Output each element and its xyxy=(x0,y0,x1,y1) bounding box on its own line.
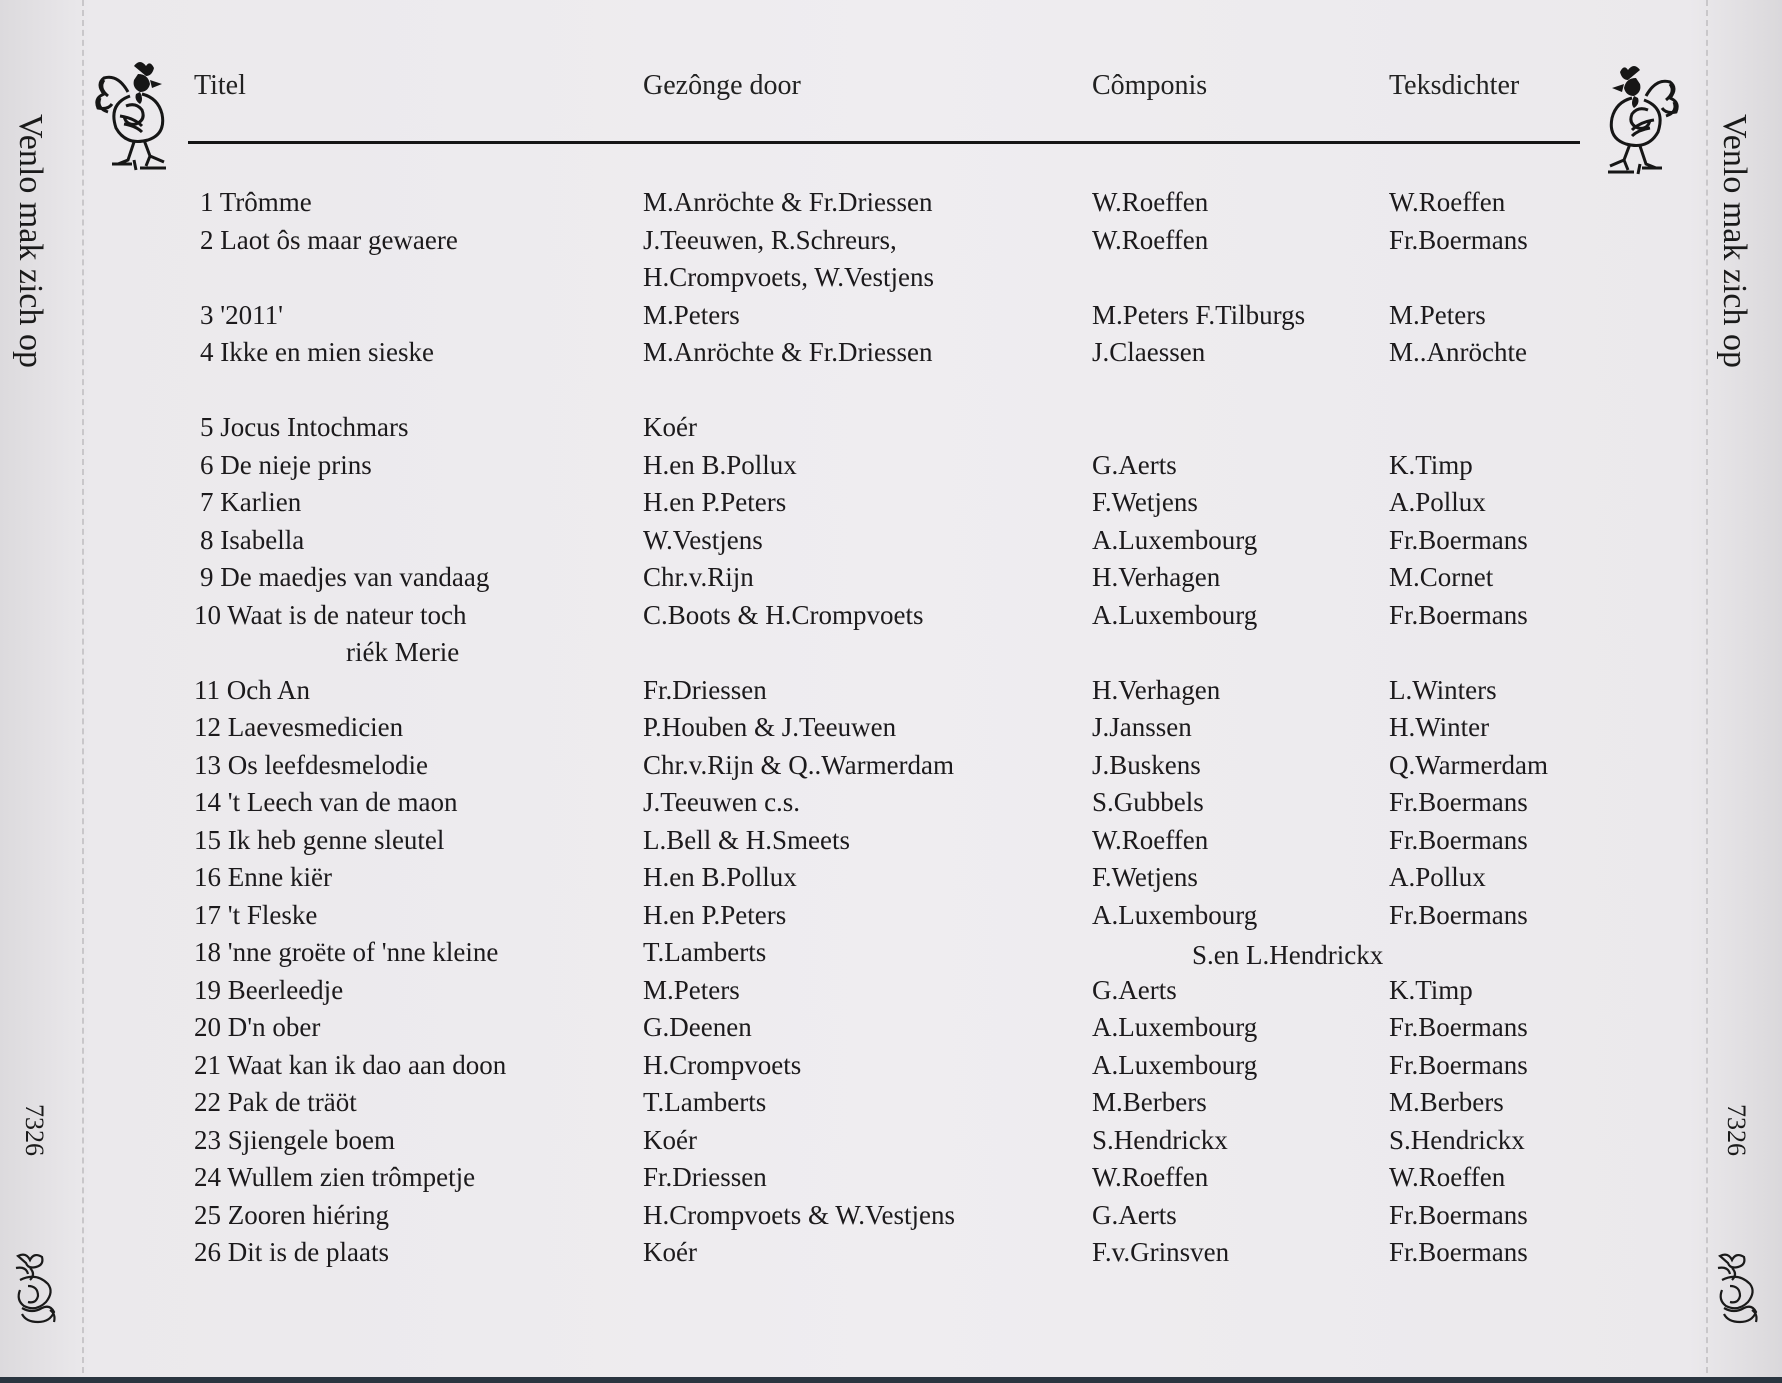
track-composer: S.Hendrickx xyxy=(1092,1124,1228,1155)
catalog-number: 7326 xyxy=(1722,1104,1751,1156)
track-title: 25 Zooren hiéring xyxy=(194,1199,389,1230)
track-composer: W.Roeffen xyxy=(1092,1162,1209,1192)
track-composer: W.Roeffen xyxy=(1092,824,1209,855)
track-lyricist: M.Cornet xyxy=(1389,562,1494,592)
track-singer: Chr.v.Rijn & Q..Warmerdam xyxy=(643,749,955,780)
header-lyricist: Teksdichter xyxy=(1389,70,1520,101)
track-lyricist: Fr.Boermans xyxy=(1389,1199,1528,1230)
track-lyricist: W.Roeffen xyxy=(1389,187,1506,217)
track-singer: H.Crompvoets & W.Vestjens xyxy=(643,1199,956,1230)
track-title: 4 Ikke en mien sieske xyxy=(200,337,434,367)
track-composer: G.Aerts xyxy=(1092,974,1177,1005)
track-lyricist: Fr.Boermans xyxy=(1389,824,1528,855)
track-singer: H.Crompvoets, W.Vestjens xyxy=(643,262,935,292)
track-composer: A.Luxembourg xyxy=(1092,1012,1258,1042)
track-composer: H.Verhagen xyxy=(1092,674,1221,705)
label-logo-icon xyxy=(1712,1250,1764,1326)
track-lyricist: Fr.Boermans xyxy=(1389,1012,1528,1042)
track-singer: M.Peters xyxy=(643,974,740,1005)
rooster-icon xyxy=(90,58,182,186)
track-composer xyxy=(1092,259,1382,297)
track-title: 2 Laot ôs maar gewaere xyxy=(200,224,458,255)
track-composer: A.Luxembourg xyxy=(1092,899,1258,930)
track-lyricist: K.Timp xyxy=(1389,974,1473,1005)
track-title: 13 Os leefdesmelodie xyxy=(194,749,428,780)
catalog-number: 7326 xyxy=(20,1104,49,1156)
track-title: 24 Wullem zien trômpetje xyxy=(194,1162,476,1192)
track-composer: F.Wetjens xyxy=(1092,862,1198,892)
track-title: 16 Enne kiër xyxy=(194,862,332,892)
track-singer: Fr.Driessen xyxy=(643,674,767,705)
track-composer: J.Buskens xyxy=(1092,749,1201,780)
rooster-icon xyxy=(1592,62,1684,190)
track-composer: S.Gubbels xyxy=(1092,787,1204,817)
track-singer: C.Boots & H.Crompvoets xyxy=(643,599,924,630)
track-composer: H.Verhagen xyxy=(1092,562,1221,592)
track-lyricist: W.Roeffen xyxy=(1389,1162,1506,1192)
label-logo-icon xyxy=(10,1250,62,1326)
spine-title: Venlo mak zich op xyxy=(1716,114,1753,368)
track-composer: M.Peters F.Tilburgs xyxy=(1092,299,1306,330)
track-lyricist: M.Berbers xyxy=(1389,1087,1504,1117)
track-composer: M.Berbers xyxy=(1092,1087,1207,1117)
header-title: Titel xyxy=(194,70,246,101)
track-singer: T.Lamberts xyxy=(643,1087,767,1117)
track-title: 3 '2011' xyxy=(200,299,283,330)
track-title: 6 De nieje prins xyxy=(200,449,372,480)
fold-perforation-left xyxy=(82,0,84,1383)
track-lyricist: Fr.Boermans xyxy=(1389,224,1528,255)
track-singer: M.Peters xyxy=(643,299,740,330)
track-composer: F.Wetjens xyxy=(1092,487,1198,517)
track-lyricist: S.Hendrickx xyxy=(1389,1124,1525,1155)
track-lyricist xyxy=(1389,634,1589,672)
track-singer: P.Houben & J.Teeuwen xyxy=(643,712,897,742)
track-lyricist: H.Winter xyxy=(1389,712,1490,742)
track-composer: W.Roeffen xyxy=(1092,187,1209,217)
track-lyricist: K.Timp xyxy=(1389,449,1473,480)
track-title: 5 Jocus Intochmars xyxy=(200,412,409,442)
track-singer: J.Teeuwen, R.Schreurs, xyxy=(643,224,897,255)
track-singer xyxy=(643,372,1083,410)
track-title: 18 'nne groëte of 'nne kleine xyxy=(194,937,499,967)
track-lyricist xyxy=(1389,259,1589,297)
track-lyricist: Fr.Boermans xyxy=(1389,1237,1528,1267)
spine-right xyxy=(1702,0,1782,1383)
track-singer: Chr.v.Rijn xyxy=(643,562,754,592)
track-title: 17 't Fleske xyxy=(194,899,318,930)
track-composer xyxy=(1092,634,1382,672)
track-composer: F.v.Grinsven xyxy=(1092,1237,1230,1267)
track-singer: H.en B.Pollux xyxy=(643,449,797,480)
track-singer: M.Anröchte & Fr.Driessen xyxy=(643,187,933,217)
track-composer: A.Luxembourg xyxy=(1092,599,1258,630)
track-title: 10 Waat is de nateur toch xyxy=(194,599,467,630)
track-title: 12 Laevesmedicien xyxy=(194,712,404,742)
track-singer: J.Teeuwen c.s. xyxy=(643,787,801,817)
track-singer: Koér xyxy=(643,412,697,442)
track-composer xyxy=(1092,372,1382,410)
track-title: 23 Sjiengele boem xyxy=(194,1124,395,1155)
track-singer: Koér xyxy=(643,1237,697,1267)
track-lyricist: Fr.Boermans xyxy=(1389,1049,1528,1080)
track-singer: H.en B.Pollux xyxy=(643,862,797,892)
track-title: 14 't Leech van de maon xyxy=(194,787,458,817)
track-title xyxy=(200,259,640,297)
track-title: 22 Pak de träöt xyxy=(194,1087,357,1117)
track-lyricist: L.Winters xyxy=(1389,674,1497,705)
track-composer: A.Luxembourg xyxy=(1092,1049,1258,1080)
header-composer: Cômponis xyxy=(1092,70,1208,101)
track-singer: M.Anröchte & Fr.Driessen xyxy=(643,337,933,367)
scan-edge xyxy=(0,1377,1782,1383)
track-title: 8 Isabella xyxy=(200,524,305,555)
track-title xyxy=(200,372,640,410)
track-composer: J.Claessen xyxy=(1092,337,1206,367)
spine-left xyxy=(0,0,80,1383)
track-title: 15 Ik heb genne sleutel xyxy=(194,824,445,855)
header-rule xyxy=(188,141,1580,144)
track-lyricist: A.Pollux xyxy=(1389,487,1486,517)
track-lyricist: M..Anröchte xyxy=(1389,337,1527,367)
track-composer xyxy=(1092,409,1382,447)
track-title: 19 Beerleedje xyxy=(194,974,344,1005)
track-lyricist: Fr.Boermans xyxy=(1389,787,1528,817)
composer-column xyxy=(1092,184,1382,1272)
track-singer xyxy=(643,634,1083,672)
track-composer: J.Janssen xyxy=(1092,712,1192,742)
track-title: 1 Trômme xyxy=(200,187,312,217)
track-singer: H.Crompvoets xyxy=(643,1049,802,1080)
track-singer: T.Lamberts xyxy=(643,937,767,967)
track-singer: Koér xyxy=(643,1124,697,1155)
track-lyricist xyxy=(1389,372,1589,410)
track-title: 11 Och An xyxy=(194,674,310,705)
header-sung-by: Gezônge door xyxy=(643,70,801,101)
track-lyricist: Fr.Boermans xyxy=(1389,524,1528,555)
track-lyricist xyxy=(1389,934,1589,972)
track-title: 21 Waat kan ik dao aan doon xyxy=(194,1049,507,1080)
track-composer: G.Aerts xyxy=(1092,449,1177,480)
track-title: 9 De maedjes van vandaag xyxy=(200,562,490,592)
track-lyricist: A.Pollux xyxy=(1389,862,1486,892)
track-title: 20 D'n ober xyxy=(194,1012,321,1042)
singer-column xyxy=(643,184,1083,1272)
track-singer: Fr.Driessen xyxy=(643,1162,767,1192)
track-title: riék Merie xyxy=(346,637,460,667)
track-lyricist: Q.Warmerdam xyxy=(1389,749,1549,780)
track-title: 7 Karlien xyxy=(200,487,302,517)
track-lyricist: Fr.Boermans xyxy=(1389,599,1528,630)
track-composer: A.Luxembourg xyxy=(1092,524,1258,555)
track-composer: G.Aerts xyxy=(1092,1199,1177,1230)
shared-credit: S.en L.Hendrickx xyxy=(1192,940,1384,970)
track-title-column xyxy=(194,184,640,1272)
track-singer: H.en P.Peters xyxy=(643,899,787,930)
track-lyricist: Fr.Boermans xyxy=(1389,899,1528,930)
track-lyricist: M.Peters xyxy=(1389,299,1486,330)
track-title: 26 Dit is de plaats xyxy=(194,1237,389,1267)
track-singer: L.Bell & H.Smeets xyxy=(643,824,850,855)
lyricist-column xyxy=(1389,184,1589,1272)
track-composer: W.Roeffen xyxy=(1092,224,1209,255)
track-singer: H.en P.Peters xyxy=(643,487,787,517)
track-singer: W.Vestjens xyxy=(643,524,763,555)
track-singer: G.Deenen xyxy=(643,1012,752,1042)
track-lyricist xyxy=(1389,409,1589,447)
spine-title: Venlo mak zich op xyxy=(12,114,49,368)
